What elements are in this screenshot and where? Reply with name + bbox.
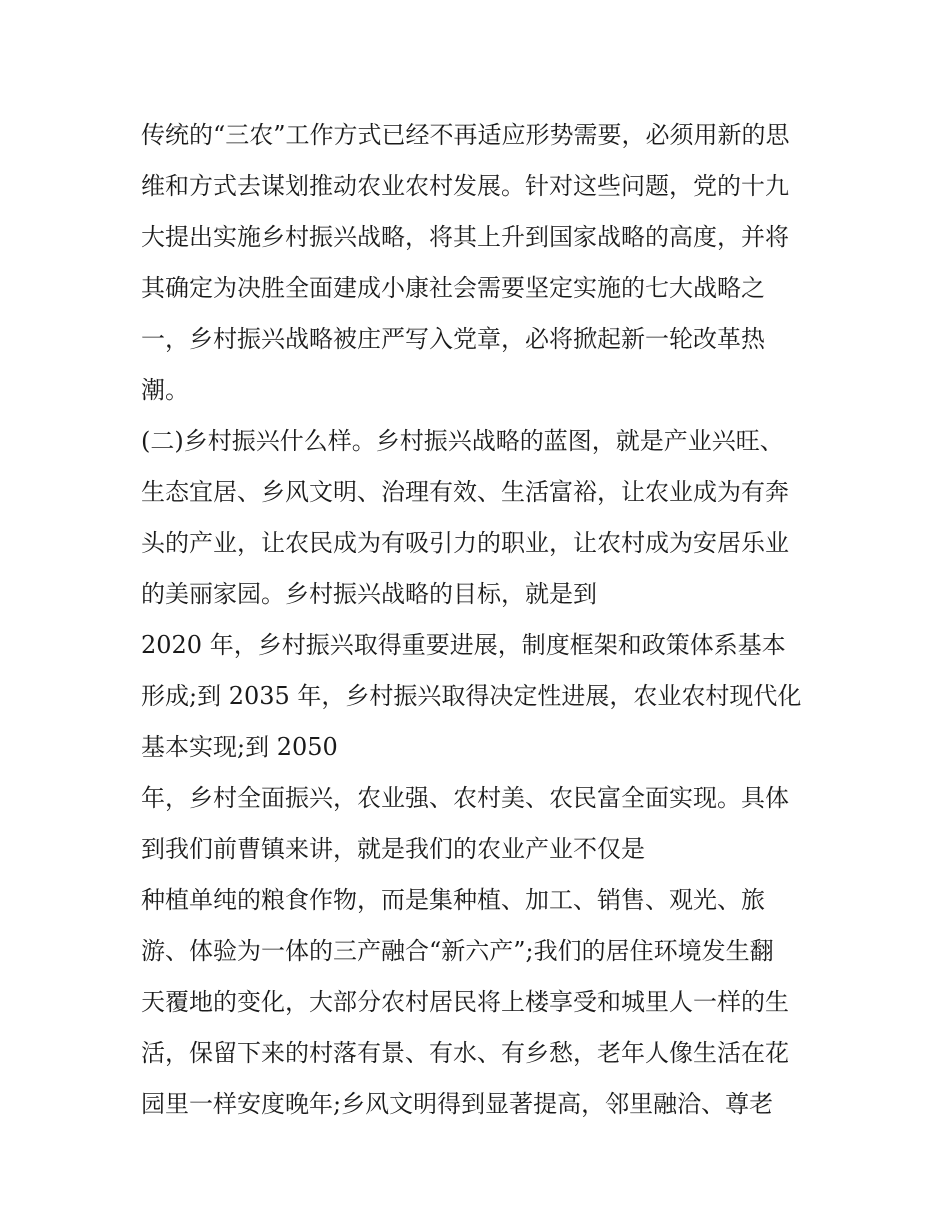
text-line: 活，保留下来的村落有景、有水、有乡愁，老年人像生活在花: [141, 1039, 789, 1067]
text-line: 生态宜居、乡风文明、治理有效、生活富裕，让农业成为有奔: [141, 478, 789, 506]
text-line: 维和方式去谋划推动农业农村发展。针对这些问题，党的十九: [141, 172, 789, 200]
text-line: 一，乡村振兴战略被庄严写入党章，必将掀起新一轮改革热: [141, 325, 765, 353]
text-line: 大提出实施乡村振兴战略，将其上升到国家战略的高度，并将: [141, 223, 789, 251]
text-line: 形成;到 2035 年，乡村振兴取得决定性进展，农业农村现代化: [141, 682, 802, 710]
text-line: 游、体验为一体的三产融合“新六产”;我们的居住环境发生翻: [141, 937, 774, 965]
text-line: 头的产业，让农民成为有吸引力的职业，让农村成为安居乐业: [141, 529, 789, 557]
text-line: 其确定为决胜全面建成小康社会需要坚定实施的七大战略之: [141, 274, 765, 302]
text-line: 潮。: [141, 376, 189, 404]
text-line: 到我们前曹镇来讲，就是我们的农业产业不仅是: [141, 835, 645, 863]
text-line: 基本实现;到 2050: [141, 733, 338, 761]
text-line: 年，乡村全面振兴，农业强、农村美、农民富全面实现。具体: [141, 784, 789, 812]
text-line: 天覆地的变化，大部分农村居民将上楼享受和城里人一样的生: [141, 988, 789, 1016]
text-line: 种植单纯的粮食作物，而是集种植、加工、销售、观光、旅: [141, 886, 765, 914]
text-line: (二)乡村振兴什么样。乡村振兴战略的蓝图，就是产业兴旺、: [141, 427, 784, 455]
text-line: 园里一样安度晚年;乡风文明得到显著提高，邻里融洽、尊老: [141, 1090, 774, 1118]
text-line: 的美丽家园。乡村振兴战略的目标，就是到: [141, 580, 597, 608]
text-line: 传统的“三农”工作方式已经不再适应形势需要，必须用新的思: [141, 121, 790, 149]
text-line: 2020 年，乡村振兴取得重要进展，制度框架和政策体系基本: [141, 631, 786, 659]
body-text: [141, 110, 821, 1130]
